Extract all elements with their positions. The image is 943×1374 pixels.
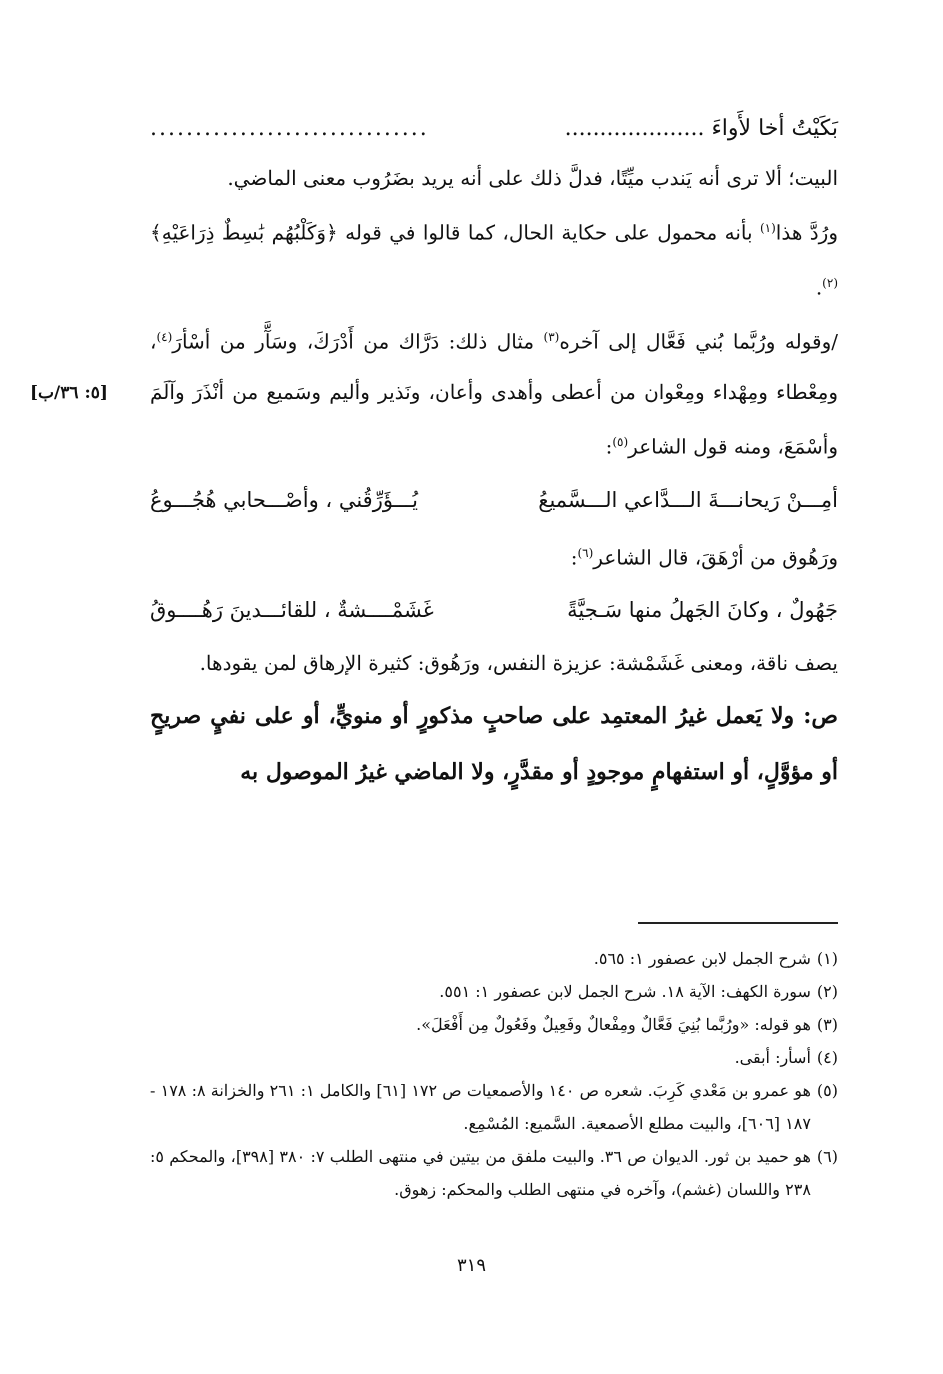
- footnote-text: شرح الجمل لابن عصفور ١: ٥٦٥.: [593, 949, 811, 968]
- footnote-number: (٢): [816, 982, 838, 1001]
- footnote-number: (١): [816, 949, 838, 968]
- verse-1-first-hemistich: أمِـــنْ رَيحانـــةَ الـــدَّاعي الـــسَّميعُ: [538, 487, 838, 512]
- paragraph-5: يصف ناقة، ومعنى غَشَمْشة: عزيزة النفس، ورَهُوق: كثيرة الإرهاق لمن يقودها.: [199, 651, 838, 676]
- paragraph-1: البيت؛ ألا ترى أنه يَندب ميِّتًا، فدلَّ ذلك على أنه يريد بضَرُوب معنى الماضي.: [227, 166, 838, 190]
- footnote: [150, 1074, 838, 1140]
- verse-1-second-hemistich: يُـــؤَرِّقُني ، وأصْـــحابي هُجُـــوعُ: [150, 487, 419, 512]
- verse-2-second-hemistich: غَشَمْــــشةٌ ، للقائـــدينَ رَهُــــوقُ: [150, 598, 434, 623]
- footnote-ref-1: (١): [759, 221, 776, 235]
- verse-fragment-text: بَكَيْتُ أخا لأَواءَ ....................: [564, 116, 838, 141]
- footnote-ref-6: (٦): [577, 545, 594, 560]
- paragraph-3-b: مثال ذلك: دَرَّاك من أَدْرَكَ، وسَآَّر من أسْأرَ: [172, 329, 544, 354]
- footnote-text: هو حميد بن ثور. الديوان ص ٣٦. والبيت ملفق من بيتين في منتهى الطلب ٧: ٣٨٠ [٣٩٨]، والمحكم ٥: ٢٣٨ واللسان (غشم)، وآخره في منتهى الطلب والمحكم: زهوق.: [150, 1147, 811, 1199]
- footnote: [150, 1140, 838, 1206]
- verse-fragment-dots: ...............................: [150, 116, 429, 141]
- paragraph-6: ص: ولا يَعمل غيرُ المعتمِد على صاحبٍ مذكورٍ أو منويٍّ، أو على نفيٍ صريحٍ أو مؤوَّلٍ، أو استفهامٍ موجودٍ أو مقدَّرٍ، ولا الماضي غيرُ الموصول به: [150, 703, 838, 786]
- footnote-ref-5: (٥): [612, 434, 629, 449]
- footnote-text: أسأر: أبقى.: [734, 1048, 811, 1067]
- paragraph-3-a: /وقوله ورُبَّما بُني فَعَّال إلى آخره: [559, 329, 838, 354]
- paragraph-4-b: :: [570, 545, 578, 570]
- paragraph-2-c: .: [815, 275, 823, 300]
- footnote: [150, 942, 838, 975]
- footnote-divider: [638, 922, 838, 924]
- paragraph-3: [150, 312, 838, 471]
- paragraph-4-a: ورَهُوق من أرْهَقَ، قال الشاعر: [593, 545, 838, 570]
- footnote-number: (٣): [816, 1015, 838, 1034]
- paragraph-2-b: بأنه محمول على حكاية الحال، كما قالوا في قوله ﴿وَكَلْبُهُم بَٰسِطٌ ذِرَاعَيْهِ﴾: [150, 220, 760, 245]
- footnote-ref-2: (٢): [822, 275, 838, 290]
- verse-1: [150, 472, 838, 528]
- footnote: [150, 975, 838, 1008]
- paragraph-2: [150, 203, 838, 312]
- footnote-text: هو عمرو بن مَعْدي كَرِبَ. شعره ص ١٤٠ والأصمعيات ص ١٧٢ [٦١] والكامل ١: ٢٦١ والخزانة ٨: ١٧٨ - ١٨٧ [٦٠٦]، والبيت مطلع الأصمعية. السَّميع: المُسْمِع.: [150, 1081, 811, 1133]
- main-text: [150, 105, 838, 800]
- footnote-number: (٦): [816, 1147, 838, 1166]
- footnote-number: (٤): [816, 1048, 838, 1067]
- paragraph-4: [150, 528, 838, 583]
- page-number: ٣١٩: [456, 1255, 486, 1276]
- paragraph-3-d: :: [605, 434, 613, 459]
- footnote-ref-3: (٣): [543, 330, 560, 345]
- verse-fragment: [150, 105, 838, 153]
- verse-2: [150, 582, 838, 638]
- footnote-text: هو قوله: «ورُبَّما بُنِيَ فَعَّالٌ ومِفْعالٌ وفَعِيلٌ وفَعُولٌ مِن أَفْعَلَ».: [416, 1015, 811, 1034]
- footnote-number: (٥): [816, 1081, 838, 1100]
- verse-2-first-hemistich: جَهُولٌ ، وكانَ الجَهلُ منها سَـجيَّةً: [567, 598, 838, 623]
- paragraph-3-c: ، ومِعْطاء ومِهْداء ومِعْوان من أعطى وأهدى وأعان، ونَذير وأليم وسَميع من أنْذَرَ وآلَمَ وأسْمَعَ، ومنه قول الشاعر: [150, 329, 838, 459]
- footnote-ref-4: (٤): [156, 330, 173, 345]
- footnote: [150, 1008, 838, 1041]
- footnotes: [150, 942, 838, 1206]
- footnote: [150, 1041, 838, 1074]
- paragraph-2-a: ورُدَّ هذا: [775, 220, 838, 245]
- footnote-text: سورة الكهف: الآية ١٨. شرح الجمل لابن عصفور ١: ٥٥١.: [439, 982, 811, 1001]
- margin-reference: [٥: ٣٦/ب]: [30, 383, 108, 403]
